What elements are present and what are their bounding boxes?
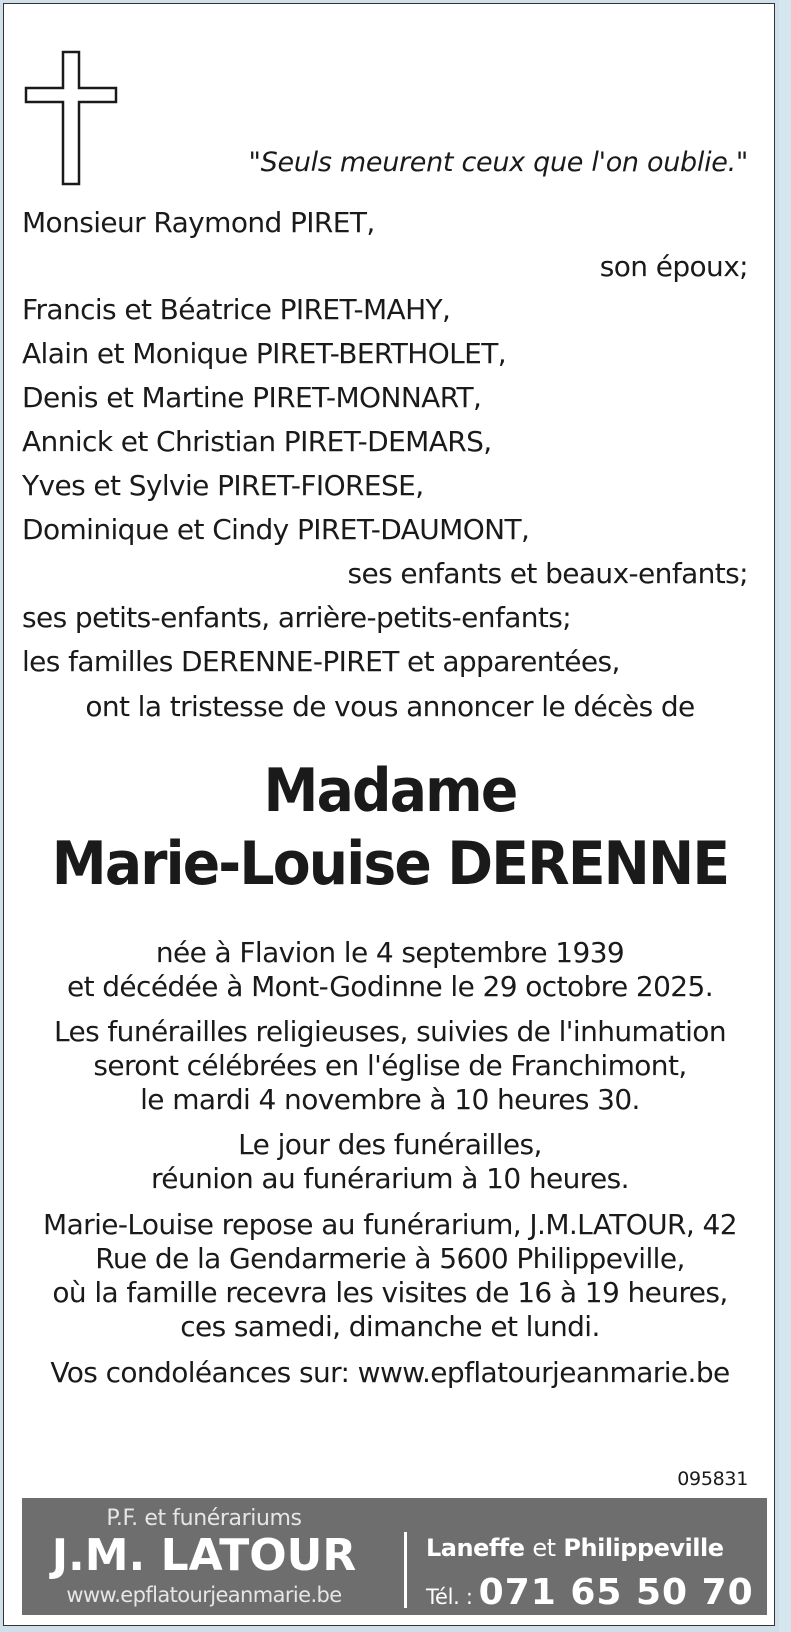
condolences-line: Vos condoléances sur: www.epflatourjeanmarie.be	[50, 1356, 730, 1389]
announcement-line: ont la tristesse de vous annoncer le décès de	[85, 690, 695, 723]
children-role: ses enfants et beaux-enfants;	[347, 557, 748, 590]
detail-line: le mardi 4 novembre à 10 heures 30.	[140, 1083, 640, 1116]
child-line: Francis et Béatrice PIRET-MAHY,	[22, 293, 451, 326]
spouse-line: Monsieur Raymond PIRET,	[22, 206, 375, 239]
detail-line: Marie-Louise repose au funérarium, J.M.LATOUR, 42	[43, 1208, 737, 1241]
families-line: les familles DERENNE-PIRET et apparentées,	[22, 645, 620, 678]
cross-icon	[24, 50, 118, 186]
detail-line: et décédée à Mont-Godinne le 29 octobre 2025.	[66, 970, 714, 1003]
deceased-name: Marie-Louise DERENNE	[51, 829, 729, 899]
footer-phone-label: Tél. :	[426, 1585, 473, 1609]
grandchildren-line: ses petits-enfants, arrière-petits-enfants;	[22, 601, 572, 634]
footer-towns	[426, 1534, 724, 1562]
detail-line: née à Flavion le 4 septembre 1939	[155, 936, 625, 969]
page-edge	[779, 0, 791, 1632]
footer-url[interactable]: www.epflatourjeanmarie.be	[66, 1583, 342, 1607]
obituary-notice	[3, 3, 775, 1626]
footer-town-1: Laneffe	[426, 1534, 525, 1562]
epitaph-quote: "Seuls meurent ceux que l'on oublie."	[248, 147, 748, 178]
detail-line: seront célébrées en l'église de Franchimont,	[93, 1049, 687, 1082]
footer-phone	[426, 1572, 754, 1613]
child-line: Alain et Monique PIRET-BERTHOLET,	[22, 337, 507, 370]
footer-town-joiner: et	[532, 1534, 556, 1562]
child-line: Dominique et Cindy PIRET-DAUMONT,	[22, 513, 530, 546]
detail-line: Le jour des funérailles,	[238, 1128, 542, 1161]
footer-town-2: Philippeville	[563, 1534, 724, 1562]
footer-subtitle: P.F. et funérariums	[106, 1506, 302, 1531]
reference-number: 095831	[677, 1468, 748, 1490]
child-line: Denis et Martine PIRET-MONNART,	[22, 381, 482, 414]
detail-line: Rue de la Gendarmerie à 5600 Philippeville,	[95, 1242, 685, 1275]
detail-line: Les funérailles religieuses, suivies de l'inhumation	[54, 1015, 726, 1048]
child-line: Annick et Christian PIRET-DEMARS,	[22, 425, 492, 458]
footer-phone-number[interactable]: 071 65 50 70	[478, 1572, 754, 1613]
detail-line: réunion au funérarium à 10 heures.	[151, 1162, 629, 1195]
footer-divider	[404, 1532, 407, 1608]
deceased-title: Madame	[263, 756, 517, 826]
footer-brand: J.M. LATOUR	[51, 1530, 357, 1581]
child-line: Yves et Sylvie PIRET-FIORESE,	[22, 469, 424, 502]
spouse-role: son époux;	[599, 250, 748, 283]
detail-line: ces samedi, dimanche et lundi.	[180, 1310, 600, 1343]
funeral-home-banner	[22, 1498, 767, 1615]
detail-line: où la famille recevra les visites de 16 à 19 heures,	[52, 1276, 728, 1309]
